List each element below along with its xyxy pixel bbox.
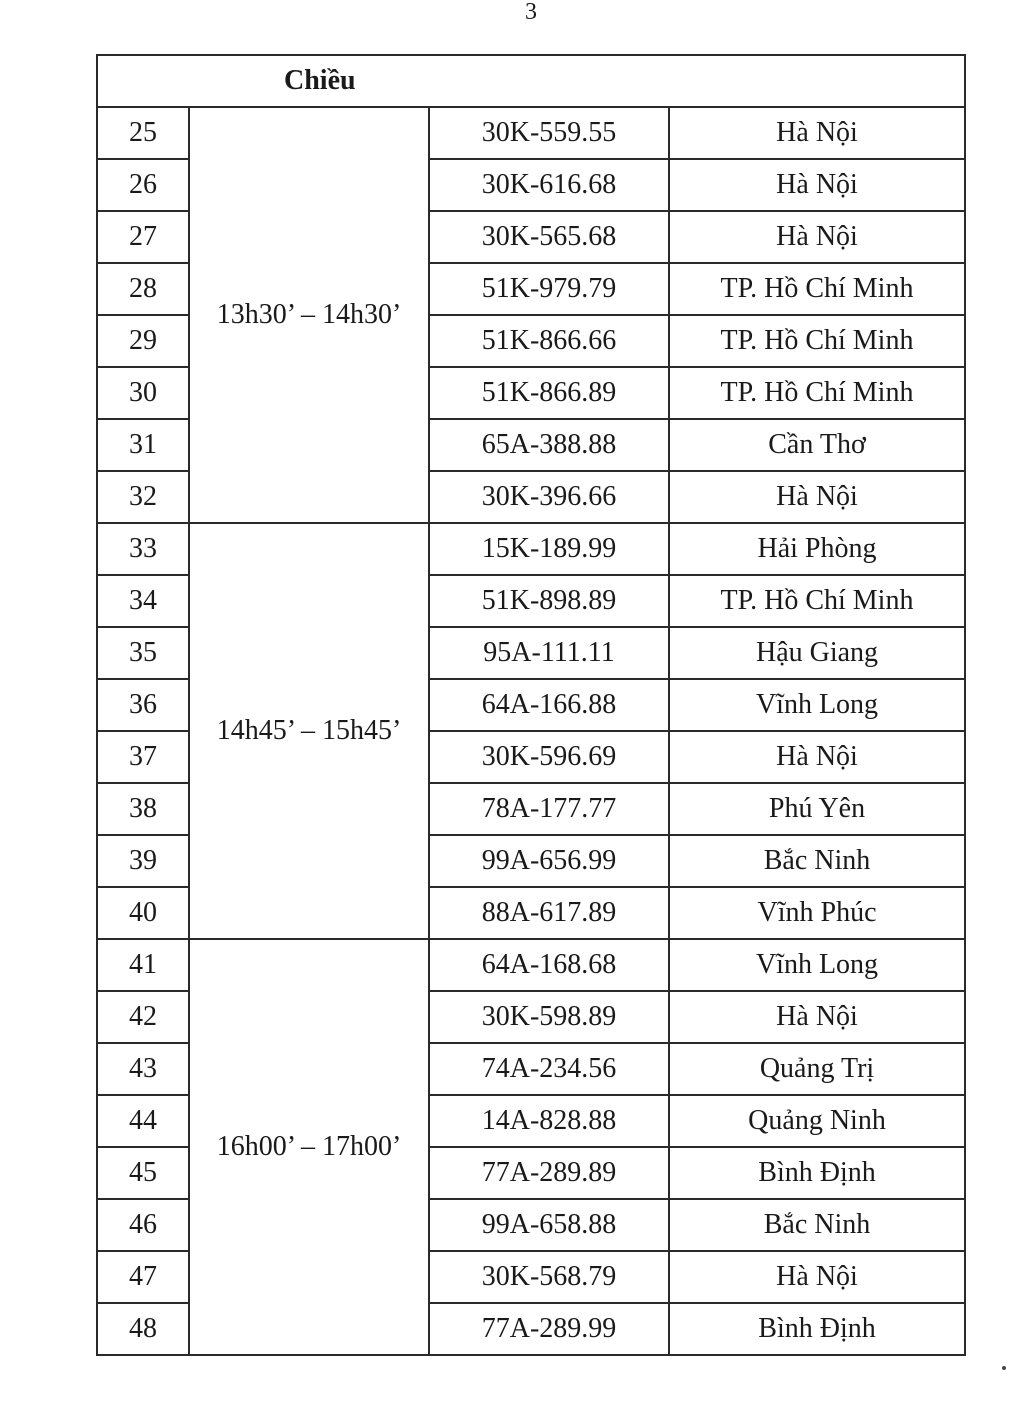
row-number: 26 [97,159,189,211]
row-number: 44 [97,1095,189,1147]
license-plate: 77A-289.89 [429,1147,669,1199]
row-number: 34 [97,575,189,627]
province: Bình Định [669,1147,965,1199]
license-plate: 88A-617.89 [429,887,669,939]
row-number: 36 [97,679,189,731]
province: Vĩnh Long [669,679,965,731]
license-plate: 15K-189.99 [429,523,669,575]
province: Hà Nội [669,731,965,783]
row-number: 28 [97,263,189,315]
license-plate: 14A-828.88 [429,1095,669,1147]
license-plate: 77A-289.99 [429,1303,669,1355]
time-slot: 14h45’ – 15h45’ [189,523,429,939]
row-number: 37 [97,731,189,783]
license-plate: 51K-979.79 [429,263,669,315]
row-number: 46 [97,1199,189,1251]
row-number: 48 [97,1303,189,1355]
province: Bắc Ninh [669,1199,965,1251]
row-number: 31 [97,419,189,471]
license-plate: 30K-616.68 [429,159,669,211]
license-plate: 51K-866.89 [429,367,669,419]
plate-auction-schedule-table [96,54,966,1356]
license-plate: 95A-111.11 [429,627,669,679]
license-plate: 30K-559.55 [429,107,669,159]
row-number: 35 [97,627,189,679]
license-plate: 74A-234.56 [429,1043,669,1095]
row-number: 41 [97,939,189,991]
section-header-row [97,55,965,107]
row-number: 30 [97,367,189,419]
license-plate: 30K-565.68 [429,211,669,263]
license-plate: 30K-568.79 [429,1251,669,1303]
province: TP. Hồ Chí Minh [669,263,965,315]
province: Quảng Trị [669,1043,965,1095]
province: Vĩnh Long [669,939,965,991]
province: Hà Nội [669,471,965,523]
province: TP. Hồ Chí Minh [669,575,965,627]
row-number: 29 [97,315,189,367]
license-plate: 64A-168.68 [429,939,669,991]
row-number: 32 [97,471,189,523]
province: Quảng Ninh [669,1095,965,1147]
province: TP. Hồ Chí Minh [669,367,965,419]
row-number: 27 [97,211,189,263]
license-plate: 64A-166.88 [429,679,669,731]
row-number: 47 [97,1251,189,1303]
license-plate: 51K-866.66 [429,315,669,367]
table-row [97,939,965,991]
license-plate: 99A-658.88 [429,1199,669,1251]
province: Hậu Giang [669,627,965,679]
row-number: 33 [97,523,189,575]
license-plate: 51K-898.89 [429,575,669,627]
province: Bình Định [669,1303,965,1355]
row-number: 42 [97,991,189,1043]
province: TP. Hồ Chí Minh [669,315,965,367]
province: Hà Nội [669,159,965,211]
row-number: 38 [97,783,189,835]
province: Hà Nội [669,107,965,159]
license-plate: 30K-596.69 [429,731,669,783]
license-plate: 78A-177.77 [429,783,669,835]
row-number: 39 [97,835,189,887]
license-plate: 99A-656.99 [429,835,669,887]
province: Vĩnh Phúc [669,887,965,939]
license-plate: 65A-388.88 [429,419,669,471]
table-row [97,107,965,159]
province: Hà Nội [669,991,965,1043]
time-slot: 13h30’ – 14h30’ [189,107,429,523]
table-body [97,55,965,1355]
province: Hà Nội [669,211,965,263]
page-number: 3 [525,0,537,25]
row-number: 25 [97,107,189,159]
row-number: 43 [97,1043,189,1095]
license-plate: 30K-598.89 [429,991,669,1043]
province: Bắc Ninh [669,835,965,887]
province: Phú Yên [669,783,965,835]
license-plate: 30K-396.66 [429,471,669,523]
scan-mark [1002,1366,1006,1370]
table-row [97,523,965,575]
row-number: 45 [97,1147,189,1199]
time-slot: 16h00’ – 17h00’ [189,939,429,1355]
row-number: 40 [97,887,189,939]
province: Hải Phòng [669,523,965,575]
province: Cần Thơ [669,419,965,471]
province: Hà Nội [669,1251,965,1303]
section-header: Chiều [97,55,965,107]
